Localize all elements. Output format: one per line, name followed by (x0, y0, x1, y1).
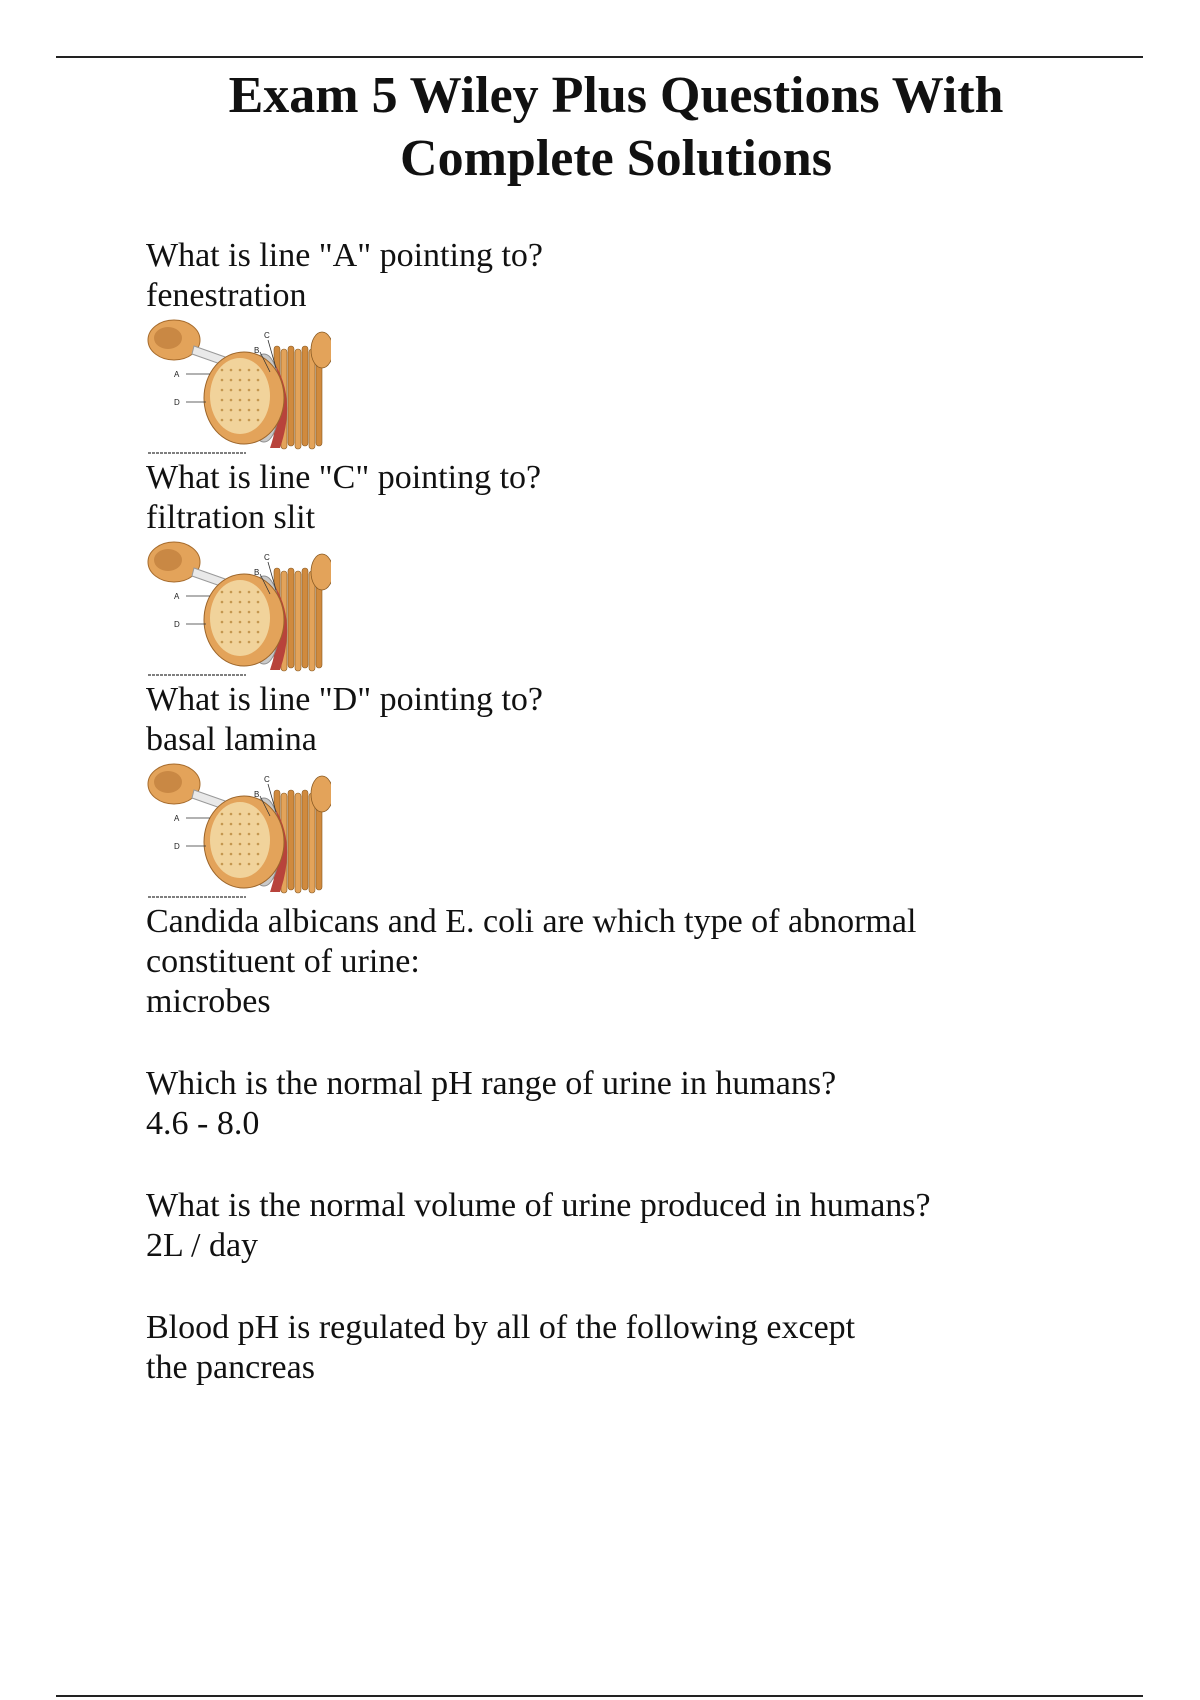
fenestration-dot-shape (239, 369, 242, 372)
fenestration-dot-shape (239, 863, 242, 866)
fenestration-dot-shape (257, 813, 260, 816)
fenestration-dot-shape (257, 823, 260, 826)
fenestration-dot-shape (257, 611, 260, 614)
fenestration-dot-shape (230, 853, 233, 856)
fenestration-dot-shape (221, 369, 224, 372)
qa-item (146, 458, 1046, 678)
label-a: A (174, 370, 180, 379)
fenestration-dot-shape (230, 399, 233, 402)
fenestration-dot-shape (257, 399, 260, 402)
fenestration-dot-shape (239, 823, 242, 826)
fenestration-dot-shape (248, 369, 251, 372)
fenestration-dot-shape (248, 409, 251, 412)
fenestration-dot-shape (248, 843, 251, 846)
fenestration-dot-shape (221, 843, 224, 846)
qa-item (146, 680, 1046, 900)
answer-text: the pancreas (146, 1349, 315, 1386)
podocyte-fold-shape (288, 346, 294, 446)
answer-text: fenestration (146, 277, 307, 314)
fenestration-dot-shape (230, 409, 233, 412)
fenestration-dot-shape (257, 591, 260, 594)
fenestration-dot-shape (221, 621, 224, 624)
question-text: Which is the normal pH range of urine in humans? (146, 1065, 837, 1102)
fenestration-dot-shape (221, 813, 224, 816)
podocyte-fold-shape (309, 349, 315, 449)
question-text: What is line "A" pointing to? (146, 237, 543, 274)
fenestration-dot-shape (221, 833, 224, 836)
fenestration-dot-shape (248, 833, 251, 836)
label-c: C (264, 775, 270, 784)
fenestration-dot-shape (221, 641, 224, 644)
fenestration-dot-shape (239, 843, 242, 846)
fenestration-dot-shape (257, 409, 260, 412)
question-text-line-2: constituent of urine: (146, 943, 420, 980)
fenestration-dot-shape (230, 631, 233, 634)
fenestration-dot-shape (239, 641, 242, 644)
label-b: B (254, 568, 260, 577)
fenestration-dot-shape (248, 591, 251, 594)
fenestration-dot-shape (221, 379, 224, 382)
fenestration-dot-shape (239, 419, 242, 422)
fenestration-dot-shape (257, 601, 260, 604)
fenestration-dot-shape (239, 813, 242, 816)
fenestration-dot-shape (239, 601, 242, 604)
fenestration-dot-shape (221, 419, 224, 422)
fenestration-dot-shape (257, 631, 260, 634)
vessel-lumen-shape (154, 549, 182, 571)
fenestration-dot-shape (239, 389, 242, 392)
fenestration-dot-shape (239, 621, 242, 624)
fenestration-dot-shape (221, 863, 224, 866)
fenestration-dot-shape (257, 369, 260, 372)
fenestration-dot-shape (230, 601, 233, 604)
fenestration-dot-shape (221, 853, 224, 856)
label-d: D (174, 842, 180, 851)
fenestration-dot-shape (230, 863, 233, 866)
answer-text: 2L / day (146, 1227, 259, 1264)
fenestration-dot-shape (248, 631, 251, 634)
fenestration-dot-shape (248, 641, 251, 644)
top-rule (56, 56, 1143, 58)
fenestration-dot-shape (257, 843, 260, 846)
podocyte-fold-shape (309, 571, 315, 671)
fenestration-dot-shape (230, 591, 233, 594)
podocyte-fold-shape (295, 571, 301, 671)
vessel-lumen-shape (154, 327, 182, 349)
fenestration-dot-shape (239, 611, 242, 614)
fenestration-dot-shape (230, 379, 233, 382)
answer-text: basal lamina (146, 721, 317, 758)
label-c: C (264, 331, 270, 340)
label-d: D (174, 620, 180, 629)
fenestration-dot-shape (248, 813, 251, 816)
fenestration-dot-shape (248, 621, 251, 624)
fenestration-dot-shape (239, 379, 242, 382)
podocyte-fold-shape (288, 790, 294, 890)
fenestration-dot-shape (248, 419, 251, 422)
fenestration-dot-shape (221, 823, 224, 826)
fenestration-dot-shape (230, 419, 233, 422)
document-title (0, 64, 1200, 190)
qa-item (146, 1064, 1046, 1144)
podocyte-fold-shape (295, 349, 301, 449)
answer-text: microbes (146, 983, 271, 1020)
fenestration-dot-shape (257, 379, 260, 382)
fenestration-dot-shape (239, 631, 242, 634)
fenestration-dot-shape (230, 843, 233, 846)
podocyte-cap-shape (311, 332, 331, 368)
fenestration-dot-shape (257, 863, 260, 866)
title-line-1: Exam 5 Wiley Plus Questions With (228, 67, 1004, 124)
fenestration-dot-shape (257, 419, 260, 422)
question-text: Blood pH is regulated by all of the following except (146, 1309, 856, 1346)
fenestration-dot-shape (257, 641, 260, 644)
label-a: A (174, 592, 180, 601)
fenestration-dot-shape (248, 853, 251, 856)
qa-list (146, 236, 1046, 1388)
fenestration-dot-shape (230, 823, 233, 826)
podocyte-fold-shape (302, 790, 308, 890)
fenestration-dot-shape (239, 833, 242, 836)
podocyte-fold-shape (288, 568, 294, 668)
question-text: What is line "D" pointing to? (146, 681, 543, 718)
question-text: What is the normal volume of urine produced in humans? (146, 1187, 931, 1224)
fenestration-dot-shape (257, 853, 260, 856)
fenestration-dot-shape (221, 409, 224, 412)
fenestration-dot-shape (221, 591, 224, 594)
fenestration-dot-shape (248, 823, 251, 826)
glomerulus-diagram-image (146, 538, 331, 678)
fenestration-dot-shape (221, 631, 224, 634)
qa-item (146, 902, 1046, 1022)
fenestration-dot-shape (230, 833, 233, 836)
fenestration-dot-shape (221, 601, 224, 604)
qa-item (146, 236, 1046, 456)
podocyte-cap-shape (311, 776, 331, 812)
title-line-2: Complete Solutions (400, 130, 832, 187)
fenestration-dot-shape (230, 813, 233, 816)
label-a: A (174, 814, 180, 823)
podocyte-fold-shape (309, 793, 315, 893)
qa-item (146, 1308, 1046, 1388)
podocyte-fold-shape (302, 568, 308, 668)
fenestration-dot-shape (221, 611, 224, 614)
fenestration-dot-shape (257, 389, 260, 392)
vessel-lumen-shape (154, 771, 182, 793)
podocyte-fold-shape (295, 793, 301, 893)
fenestration-dot-shape (257, 833, 260, 836)
fenestration-dot-shape (230, 389, 233, 392)
question-text-line-1: Candida albicans and E. coli are which type of abnormal (146, 903, 917, 940)
label-d: D (174, 398, 180, 407)
fenestration-dot-shape (230, 641, 233, 644)
answer-text: 4.6 - 8.0 (146, 1105, 260, 1142)
answer-text: filtration slit (146, 499, 316, 536)
fenestration-dot-shape (257, 621, 260, 624)
fenestration-dot-shape (239, 409, 242, 412)
question-text: What is line "C" pointing to? (146, 459, 542, 496)
fenestration-dot-shape (230, 621, 233, 624)
fenestration-dot-shape (221, 399, 224, 402)
bottom-rule (56, 1695, 1143, 1697)
fenestration-dot-shape (248, 399, 251, 402)
fenestration-dot-shape (248, 389, 251, 392)
fenestration-dot-shape (248, 601, 251, 604)
fenestration-dot-shape (230, 369, 233, 372)
fenestration-dot-shape (248, 611, 251, 614)
fenestration-dot-shape (248, 379, 251, 382)
fenestration-dot-shape (248, 863, 251, 866)
fenestration-dot-shape (230, 611, 233, 614)
label-c: C (264, 553, 270, 562)
glomerulus-diagram-image (146, 316, 331, 456)
podocyte-fold-shape (302, 346, 308, 446)
podocyte-cap-shape (311, 554, 331, 590)
fenestration-dot-shape (221, 389, 224, 392)
label-b: B (254, 790, 260, 799)
qa-item (146, 1186, 1046, 1266)
label-b: B (254, 346, 260, 355)
fenestration-dot-shape (239, 591, 242, 594)
fenestration-dot-shape (239, 853, 242, 856)
glomerulus-diagram-image (146, 760, 331, 900)
fenestration-dot-shape (239, 399, 242, 402)
